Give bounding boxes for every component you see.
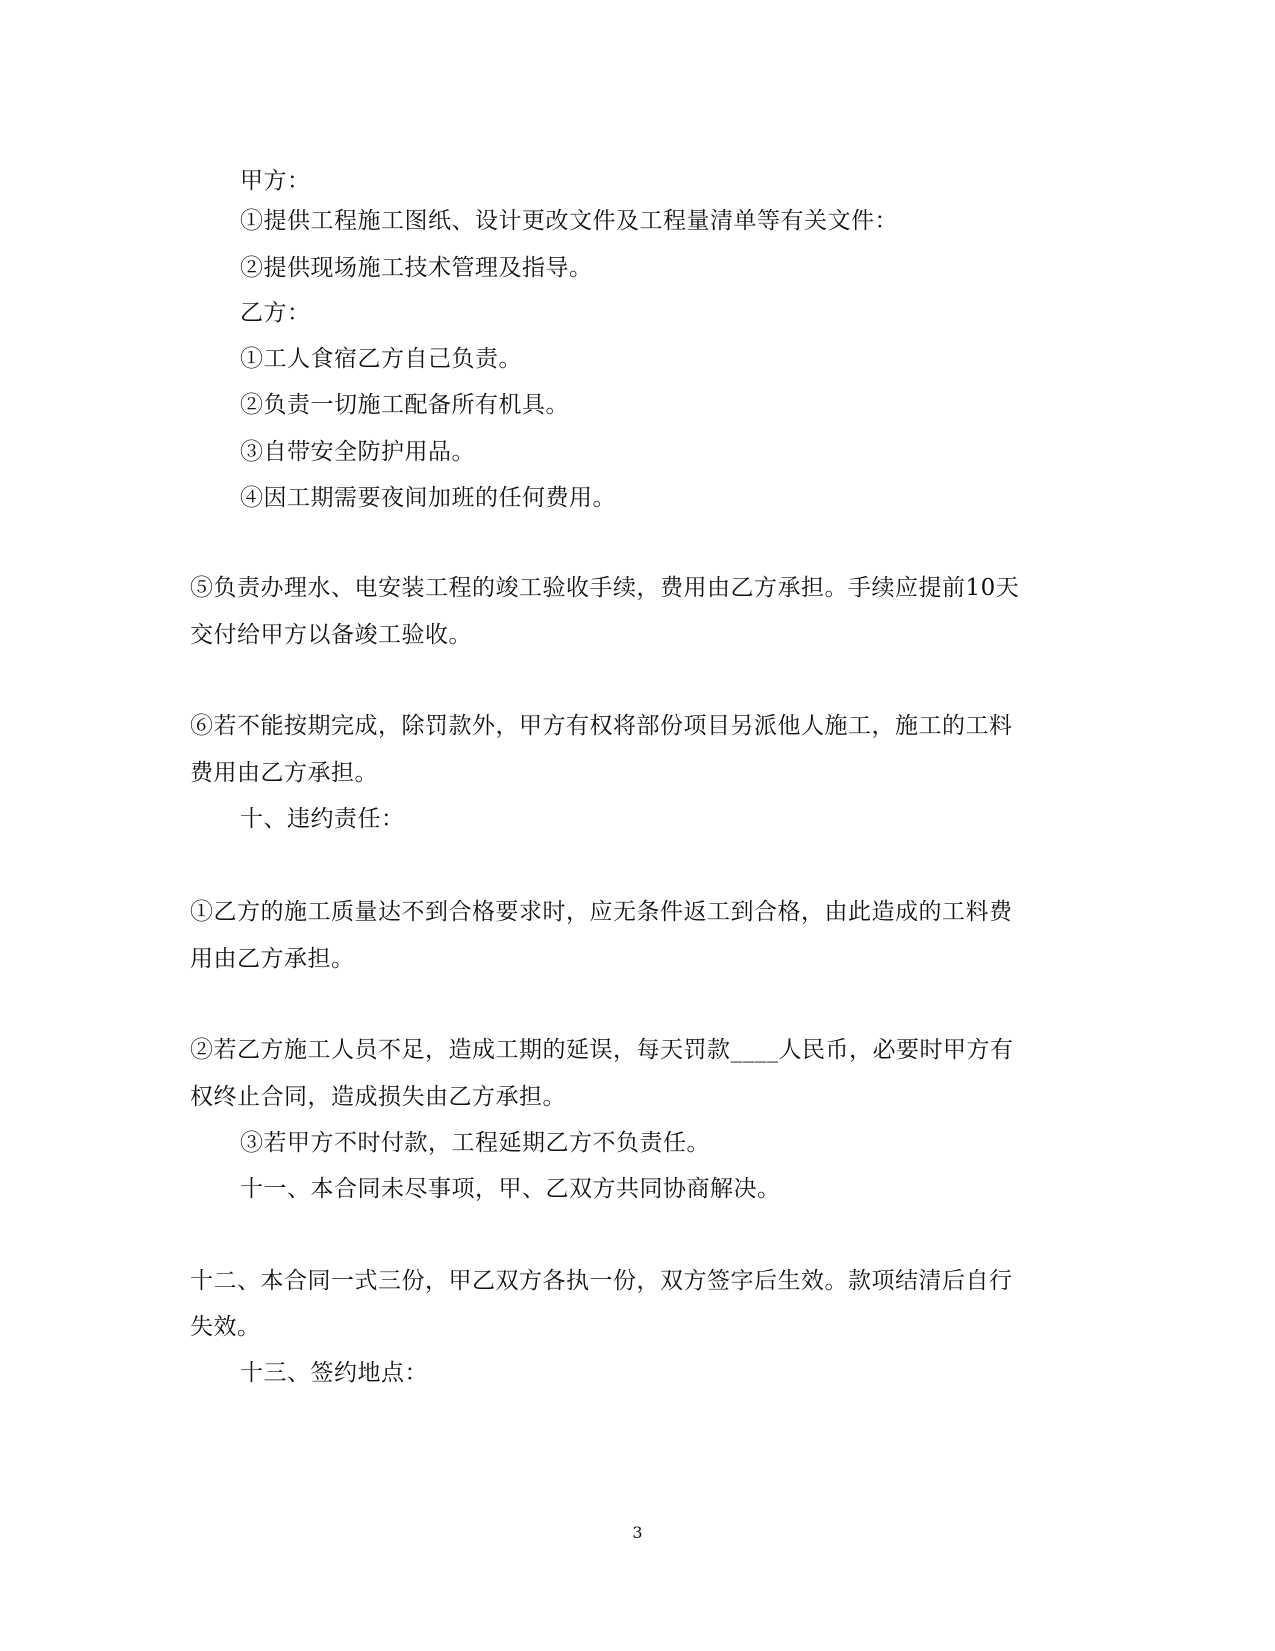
breach-item-2-line-1: ②若乙方施工人员不足，造成工期的延误，每天罚款____人民币，必要时甲方有 — [190, 1037, 1014, 1063]
party-b-item-1: ①工人食宿乙方自己负责。 — [240, 346, 522, 372]
party-b-item-2: ②负责一切施工配备所有机具。 — [240, 392, 569, 418]
section-10-heading: 十、违约责任： — [240, 806, 405, 832]
section-13-heading: 十三、签约地点： — [240, 1360, 428, 1386]
party-b-item-4: ④因工期需要夜间加班的任何费用。 — [240, 485, 616, 511]
section-12-line-2: 失效。 — [190, 1314, 261, 1340]
section-12-line-1: 十二、本合同一式三份，甲乙双方各执一份，双方签字后生效。款项结清后自行 — [190, 1268, 1013, 1294]
party-a-heading: 甲方： — [240, 168, 311, 194]
party-b-item-5-line-1: ⑤负责办理水、电安装工程的竣工验收手续，费用由乙方承担。手续应提前10天 — [190, 575, 1020, 601]
party-b-item-6-line-2: 费用由乙方承担。 — [190, 760, 378, 786]
party-a-item-1: ①提供工程施工图纸、设计更改文件及工程量清单等有关文件： — [240, 208, 898, 234]
party-b-item-3: ③自带安全防护用品。 — [240, 439, 475, 465]
section-11: 十一、本合同未尽事项，甲、乙双方共同协商解决。 — [240, 1176, 781, 1202]
breach-item-1-line-2: 用由乙方承担。 — [190, 946, 355, 972]
breach-item-2-line-2: 权终止合同，造成损失由乙方承担。 — [190, 1084, 566, 1110]
party-b-item-6-line-1: ⑥若不能按期完成，除罚款外，甲方有权将部份项目另派他人施工，施工的工料 — [190, 713, 1013, 739]
party-a-item-2: ②提供现场施工技术管理及指导。 — [240, 255, 593, 281]
page-number: 3 — [632, 1523, 643, 1542]
breach-item-1-line-1: ①乙方的施工质量达不到合格要求时，应无条件返工到合格，由此造成的工料费 — [190, 899, 1013, 925]
party-b-item-5-line-2: 交付给甲方以备竣工验收。 — [190, 622, 472, 648]
party-b-heading: 乙方： — [240, 300, 311, 326]
breach-item-3: ③若甲方不时付款，工程延期乙方不负责任。 — [240, 1130, 710, 1156]
